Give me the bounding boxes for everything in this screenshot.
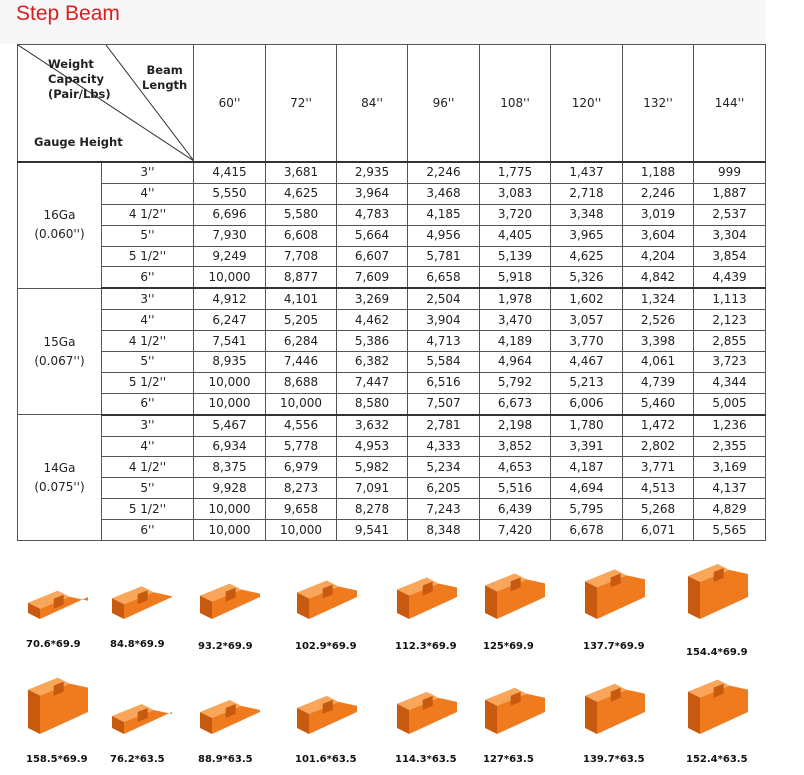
weight-capacity-label (48, 57, 111, 102)
table-row (18, 457, 766, 478)
capacity-cell: 5,792 (480, 372, 551, 393)
capacity-cell: 5,550 (194, 183, 266, 204)
beam-profile (583, 555, 653, 652)
height-cell: 5'' (102, 478, 194, 499)
capacity-cell: 2,537 (694, 204, 766, 225)
beam-profile (295, 670, 365, 765)
capacity-cell: 3,965 (551, 225, 623, 246)
length-header: 132'' (623, 45, 694, 163)
height-cell: 4 1/2'' (102, 204, 194, 225)
capacity-cell: 5,467 (194, 415, 266, 436)
capacity-cell: 1,887 (694, 183, 766, 204)
capacity-cell: 10,000 (194, 499, 266, 520)
capacity-cell: 4,653 (480, 457, 551, 478)
weight-label-line: Weight (48, 57, 94, 71)
capacity-cell: 3,269 (337, 288, 408, 309)
capacity-cell: 3,681 (266, 162, 337, 183)
capacity-cell: 2,855 (694, 331, 766, 352)
height-cell: 4'' (102, 183, 194, 204)
capacity-cell: 7,609 (337, 267, 408, 288)
capacity-cell: 4,137 (694, 478, 766, 499)
capacity-cell: 1,236 (694, 415, 766, 436)
gauge-height-label: Gauge Height (34, 135, 123, 149)
capacity-cell: 3,604 (623, 225, 694, 246)
table-row (18, 520, 766, 541)
capacity-cell: 4,625 (551, 246, 623, 267)
capacity-cell: 5,005 (694, 393, 766, 414)
capacity-cell: 8,278 (337, 499, 408, 520)
beam-size-label: 152.4*63.5 (686, 754, 748, 765)
capacity-cell: 4,956 (408, 225, 480, 246)
capacity-cell: 7,446 (266, 352, 337, 373)
height-cell: 5'' (102, 225, 194, 246)
capacity-cell: 2,718 (551, 183, 623, 204)
length-header: 96'' (408, 45, 480, 163)
height-cell: 6'' (102, 393, 194, 414)
capacity-cell: 5,664 (337, 225, 408, 246)
corner-cell (18, 45, 194, 163)
table-row (18, 415, 766, 436)
capacity-cell: 2,355 (694, 436, 766, 457)
beam-profile (26, 670, 96, 765)
capacity-cell: 7,708 (266, 246, 337, 267)
capacity-cell: 1,437 (551, 162, 623, 183)
weight-label-line: Capacity (48, 72, 104, 86)
beam-size-label: 76.2*63.5 (110, 754, 165, 765)
capacity-cell: 5,460 (623, 393, 694, 414)
capacity-cell: 7,507 (408, 393, 480, 414)
capacity-cell: 7,541 (194, 331, 266, 352)
beam-profile (583, 670, 653, 765)
beam-size-label: 102.9*69.9 (295, 641, 357, 652)
beam-icon (395, 555, 465, 625)
gauge-name: 14Ga (43, 460, 76, 475)
capacity-cell: 6,284 (266, 331, 337, 352)
beam-icon (198, 670, 268, 740)
capacity-cell: 4,739 (623, 372, 694, 393)
capacity-cell: 4,439 (694, 267, 766, 288)
beam-size-label: 154.4*69.9 (686, 647, 748, 658)
table-row (18, 331, 766, 352)
height-cell: 5 1/2'' (102, 499, 194, 520)
capacity-cell: 4,964 (480, 352, 551, 373)
capacity-cell: 3,304 (694, 225, 766, 246)
capacity-cell: 3,852 (480, 436, 551, 457)
capacity-cell: 4,204 (623, 246, 694, 267)
beam-profile (295, 555, 365, 652)
capacity-cell: 3,348 (551, 204, 623, 225)
capacity-cell: 4,333 (408, 436, 480, 457)
capacity-cell: 6,979 (266, 457, 337, 478)
beam-profile (198, 670, 268, 765)
capacity-cell: 4,061 (623, 352, 694, 373)
capacity-cell: 1,602 (551, 288, 623, 309)
capacity-cell: 2,123 (694, 310, 766, 331)
gauge-cell (18, 162, 102, 288)
beam-size-label: 70.6*69.9 (26, 639, 81, 650)
capacity-cell: 8,273 (266, 478, 337, 499)
capacity-cell: 3,391 (551, 436, 623, 457)
capacity-cell: 6,658 (408, 267, 480, 288)
beam-icon (686, 670, 756, 740)
beam-icon (295, 555, 365, 625)
beam-icon (26, 670, 96, 740)
height-cell: 6'' (102, 267, 194, 288)
capacity-cell: 4,694 (551, 478, 623, 499)
capacity-cell: 4,415 (194, 162, 266, 183)
capacity-cell: 4,842 (623, 267, 694, 288)
height-cell: 4 1/2'' (102, 457, 194, 478)
capacity-cell: 1,780 (551, 415, 623, 436)
table-row (18, 499, 766, 520)
beam-icon (395, 670, 465, 740)
length-header: 72'' (266, 45, 337, 163)
gauge-thickness: (0.060'') (34, 227, 85, 242)
capacity-cell: 10,000 (194, 520, 266, 541)
capacity-cell: 3,720 (480, 204, 551, 225)
page-title: Step Beam (16, 2, 120, 25)
capacity-cell: 6,382 (337, 352, 408, 373)
height-cell: 4 1/2'' (102, 331, 194, 352)
capacity-cell: 4,187 (551, 457, 623, 478)
capacity-cell: 4,829 (694, 499, 766, 520)
capacity-cell: 4,189 (480, 331, 551, 352)
capacity-cell: 6,678 (551, 520, 623, 541)
table-row (18, 478, 766, 499)
beam-profile-gallery (0, 545, 804, 775)
capacity-cell: 6,006 (551, 393, 623, 414)
capacity-cell: 10,000 (266, 520, 337, 541)
capacity-cell: 7,447 (337, 372, 408, 393)
beam-size-label: 101.6*63.5 (295, 754, 357, 765)
height-cell: 5 1/2'' (102, 372, 194, 393)
length-header: 120'' (551, 45, 623, 163)
capacity-cell: 5,326 (551, 267, 623, 288)
gauge-thickness: (0.075'') (34, 479, 85, 494)
beam-size-label: 114.3*63.5 (395, 754, 457, 765)
capacity-table (17, 44, 766, 541)
gauge-thickness: (0.067'') (34, 353, 85, 368)
table-row (18, 436, 766, 457)
capacity-cell: 9,541 (337, 520, 408, 541)
capacity-cell: 8,348 (408, 520, 480, 541)
beam-profile (483, 670, 553, 765)
table-row (18, 246, 766, 267)
capacity-cell: 2,935 (337, 162, 408, 183)
capacity-cell: 1,472 (623, 415, 694, 436)
beam-icon (583, 555, 653, 625)
capacity-cell: 9,249 (194, 246, 266, 267)
capacity-cell: 3,169 (694, 457, 766, 478)
beam-icon (483, 555, 553, 625)
capacity-cell: 8,688 (266, 372, 337, 393)
capacity-cell: 5,516 (480, 478, 551, 499)
capacity-cell: 4,713 (408, 331, 480, 352)
capacity-cell: 4,185 (408, 204, 480, 225)
capacity-cell: 2,198 (480, 415, 551, 436)
capacity-cell: 3,964 (337, 183, 408, 204)
capacity-cell: 4,467 (551, 352, 623, 373)
capacity-cell: 5,268 (623, 499, 694, 520)
capacity-cell: 8,877 (266, 267, 337, 288)
beam-profile (26, 555, 96, 650)
capacity-cell: 3,057 (551, 310, 623, 331)
capacity-cell: 10,000 (194, 267, 266, 288)
capacity-cell: 1,775 (480, 162, 551, 183)
beam-size-label: 158.5*69.9 (26, 754, 88, 765)
capacity-cell: 7,420 (480, 520, 551, 541)
table-row (18, 288, 766, 309)
length-header: 144'' (694, 45, 766, 163)
beam-profile (198, 555, 268, 652)
capacity-cell: 6,071 (623, 520, 694, 541)
capacity-cell: 999 (694, 162, 766, 183)
capacity-cell: 1,324 (623, 288, 694, 309)
capacity-cell: 5,234 (408, 457, 480, 478)
capacity-cell: 3,723 (694, 352, 766, 373)
capacity-cell: 5,213 (551, 372, 623, 393)
table-row (18, 225, 766, 246)
capacity-cell: 3,632 (337, 415, 408, 436)
capacity-cell: 1,188 (623, 162, 694, 183)
capacity-cell: 2,802 (623, 436, 694, 457)
beam-profile (395, 670, 465, 765)
capacity-cell: 7,091 (337, 478, 408, 499)
capacity-cell: 4,912 (194, 288, 266, 309)
beam-profile (110, 670, 180, 765)
beam-size-label: 84.8*69.9 (110, 639, 165, 650)
capacity-cell: 2,246 (408, 162, 480, 183)
height-cell: 3'' (102, 288, 194, 309)
beam-profile (395, 555, 465, 652)
height-cell: 6'' (102, 520, 194, 541)
capacity-cell: 9,928 (194, 478, 266, 499)
capacity-cell: 1,978 (480, 288, 551, 309)
capacity-cell: 5,795 (551, 499, 623, 520)
capacity-cell: 3,398 (623, 331, 694, 352)
beam-length-label (142, 63, 187, 93)
capacity-cell: 3,470 (480, 310, 551, 331)
length-header: 60'' (194, 45, 266, 163)
capacity-cell: 10,000 (194, 372, 266, 393)
capacity-cell: 8,580 (337, 393, 408, 414)
capacity-cell: 3,770 (551, 331, 623, 352)
capacity-cell: 4,462 (337, 310, 408, 331)
beam-profile (686, 555, 756, 658)
beam-size-label: 125*69.9 (483, 641, 534, 652)
gauge-cell (18, 415, 102, 541)
gauge-name: 16Ga (43, 208, 76, 223)
capacity-cell: 9,658 (266, 499, 337, 520)
capacity-cell: 6,439 (480, 499, 551, 520)
capacity-cell: 5,778 (266, 436, 337, 457)
capacity-cell: 6,696 (194, 204, 266, 225)
height-cell: 5'' (102, 352, 194, 373)
capacity-cell: 4,101 (266, 288, 337, 309)
beam-icon (198, 555, 268, 625)
capacity-cell: 1,113 (694, 288, 766, 309)
beam-icon (110, 555, 180, 625)
beam-size-label: 127*63.5 (483, 754, 534, 765)
capacity-cell: 6,607 (337, 246, 408, 267)
beam-size-label: 137.7*69.9 (583, 641, 645, 652)
capacity-cell: 10,000 (194, 393, 266, 414)
capacity-cell: 3,083 (480, 183, 551, 204)
capacity-cell: 8,935 (194, 352, 266, 373)
capacity-cell: 4,783 (337, 204, 408, 225)
table-row (18, 267, 766, 288)
capacity-cell: 2,504 (408, 288, 480, 309)
height-cell: 3'' (102, 162, 194, 183)
beam-profile (110, 555, 180, 650)
beam-icon (26, 555, 96, 625)
capacity-cell: 6,934 (194, 436, 266, 457)
height-cell: 4'' (102, 310, 194, 331)
beam-icon (295, 670, 365, 740)
beam-profile (686, 670, 756, 765)
capacity-cell: 5,918 (480, 267, 551, 288)
length-header: 108'' (480, 45, 551, 163)
beam-icon (686, 555, 756, 625)
capacity-cell: 4,625 (266, 183, 337, 204)
table-row (18, 372, 766, 393)
capacity-cell: 7,243 (408, 499, 480, 520)
table-row (18, 393, 766, 414)
capacity-cell: 2,526 (623, 310, 694, 331)
length-header: 84'' (337, 45, 408, 163)
beam-size-label: 112.3*69.9 (395, 641, 457, 652)
gauge-cell (18, 288, 102, 414)
table-row (18, 352, 766, 373)
capacity-cell: 4,405 (480, 225, 551, 246)
capacity-cell: 5,139 (480, 246, 551, 267)
weight-label-line: (Pair/Lbs) (48, 87, 111, 101)
capacity-cell: 5,565 (694, 520, 766, 541)
gauge-name: 15Ga (43, 334, 76, 349)
capacity-cell: 2,246 (623, 183, 694, 204)
capacity-cell: 6,673 (480, 393, 551, 414)
beam-icon (110, 670, 180, 740)
capacity-cell: 6,205 (408, 478, 480, 499)
height-cell: 3'' (102, 415, 194, 436)
capacity-cell: 5,580 (266, 204, 337, 225)
beam-label-line: Beam (146, 63, 183, 77)
table-row (18, 183, 766, 204)
beam-size-label: 93.2*69.9 (198, 641, 253, 652)
capacity-cell: 8,375 (194, 457, 266, 478)
header-row (18, 45, 766, 163)
beam-label-line: Length (142, 78, 188, 92)
capacity-cell: 6,516 (408, 372, 480, 393)
capacity-cell: 7,930 (194, 225, 266, 246)
capacity-cell: 6,608 (266, 225, 337, 246)
capacity-cell: 6,247 (194, 310, 266, 331)
table-row (18, 162, 766, 183)
table-row (18, 310, 766, 331)
capacity-cell: 5,386 (337, 331, 408, 352)
capacity-cell: 3,854 (694, 246, 766, 267)
capacity-cell: 3,019 (623, 204, 694, 225)
capacity-cell: 4,953 (337, 436, 408, 457)
beam-icon (483, 670, 553, 740)
beam-size-label: 88.9*63.5 (198, 754, 253, 765)
capacity-cell: 5,205 (266, 310, 337, 331)
capacity-cell: 4,556 (266, 415, 337, 436)
capacity-cell: 2,781 (408, 415, 480, 436)
height-cell: 4'' (102, 436, 194, 457)
capacity-cell: 5,781 (408, 246, 480, 267)
table-row (18, 204, 766, 225)
capacity-cell: 3,904 (408, 310, 480, 331)
beam-size-label: 139.7*63.5 (583, 754, 645, 765)
capacity-cell: 4,344 (694, 372, 766, 393)
capacity-cell: 5,584 (408, 352, 480, 373)
capacity-cell: 4,513 (623, 478, 694, 499)
beam-profile (483, 555, 553, 652)
capacity-cell: 5,982 (337, 457, 408, 478)
capacity-cell: 10,000 (266, 393, 337, 414)
beam-icon (583, 670, 653, 740)
capacity-cell: 3,771 (623, 457, 694, 478)
capacity-cell: 3,468 (408, 183, 480, 204)
height-cell: 5 1/2'' (102, 246, 194, 267)
